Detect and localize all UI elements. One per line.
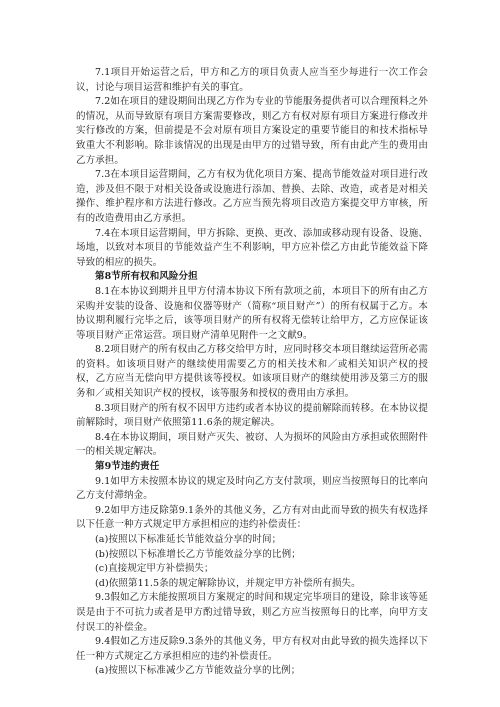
clause-7-3: 7.3在本项目运营期间，乙方有权为优化项目方案、提高节能效益对项目进行改造，涉及但不限于对相关设备或设施进行添加、替换、去除、改造，或者是对相关操作、维护程序和方法进行修改。乙方应当预先将项目改造方案提交甲方审核，所有的改造费用由乙方承担。: [76, 169, 428, 224]
clause-9-4: 9.4假如乙方违反除9.3条外的其他义务，甲方有权对由此导致的损失选择以下任一种方式规定乙方承担相应的违约补偿责任。: [76, 636, 428, 662]
clause-8-2: 8.2项目财产的所有权由乙方移交给甲方时，应同时移交本项目继续运营所必需的资料。如该项目财产的继续使用需要乙方的相关技术和／或相关知识产权的授权，乙方应当无偿向甲方提供该等授权。如该项目财产的继续使用涉及第三方的服务和／或相关知识产权的授权，该等服务和授权的费用由方承担。: [76, 344, 428, 400]
clause-8-3: 8.3项目财产的所有权不因甲方违约或者本协议的提前解除而转移。在本协议提前解除时，项目财产依照第11.6条的规定解决。: [76, 402, 428, 429]
clause-9-1: 9.1如甲方未按照本协议的规定及时向乙方支付款项，则应当按照每日的比率向乙方支付滞纳金。: [76, 475, 428, 502]
clause-7-1: 7.1项目开始运营之后，甲方和乙方的项目负责人应当至少每进行一次工作会议，讨论与项目运营和维护有关的事宜。: [76, 67, 428, 93]
clause-9-2: 9.2如甲方违反除第9.1条外的其他义务，乙方有对由此而导致的损失有权选择以下任意一种方式规定甲方承担相应的违约补偿责任：: [76, 504, 428, 531]
clause-9-2-c: (c)直接规定甲方补偿损失；: [95, 563, 214, 575]
clause-9-4-a: (a)按照以下标准减少乙方节能效益分享的比例；: [95, 665, 301, 677]
clause-8-1: 8.1在本协议到期并且甲方付清本协议下所有款项之前，本项目下的所有由乙方采购并安装的设备、设施和仪器等财产（简称“项目财产”）的所有权属于乙方。本协议期利履行完毕之后，该等项目财产的所有权将无偿转让给甲方，乙方应保证该等项目财产正常运营。项目财产清单见附件一之文献9。: [76, 285, 428, 341]
clause-7-2: 7.2如在项目的建设期间出现乙方作为专业的节能服务提供者可以合理预料之外的情况，从而导致原有项目方案需要修改，则乙方有权对原有项目方案进行修改并实行修改的方案，但前提是不会对原有项目方案设定的重要节能目的和技术指标导致重大不利影响。除非该情况的出现是由甲方的过错导致，所有由此产生的费用由乙方承担。: [76, 96, 428, 166]
clause-7-4: 7.4在本项目运营期间，甲方拆除、更换、更改、添加或移动现有设备、设施、场地，以致对本项目的节能效益产生不利影响，甲方应补偿乙方由此节能效益下降导致的相应的损失。: [76, 227, 428, 268]
section-8-heading: 第8节所有权和风险分担: [95, 271, 198, 283]
clause-9-2-d: (d)依照第11.5条的规定解除协议，并规定甲方补偿所有损失。: [95, 577, 361, 589]
clause-9-2-b: (b)按照以下标准增长乙方节能效益分享的比例；: [95, 548, 301, 560]
clause-9-3: 9.3假如乙方未能按照项目方案规定的时间和规定完毕项目的建设，除非该等延误是由于不可抗力或者是甲方酌过错导致，则乙方应当按照每日的比率，向甲方支付误工的补偿金。: [76, 592, 428, 633]
section-9-heading: 第9节违约责任: [95, 461, 160, 473]
clause-8-4: 8.4在本协议期间，项目财产灭失、被窃、人为损坏的风险由方承担或依照附件一的相关规定解决。: [76, 431, 428, 458]
clause-9-2-a: (a)按照以下标准延长节能效益分享的时间；: [95, 534, 282, 545]
